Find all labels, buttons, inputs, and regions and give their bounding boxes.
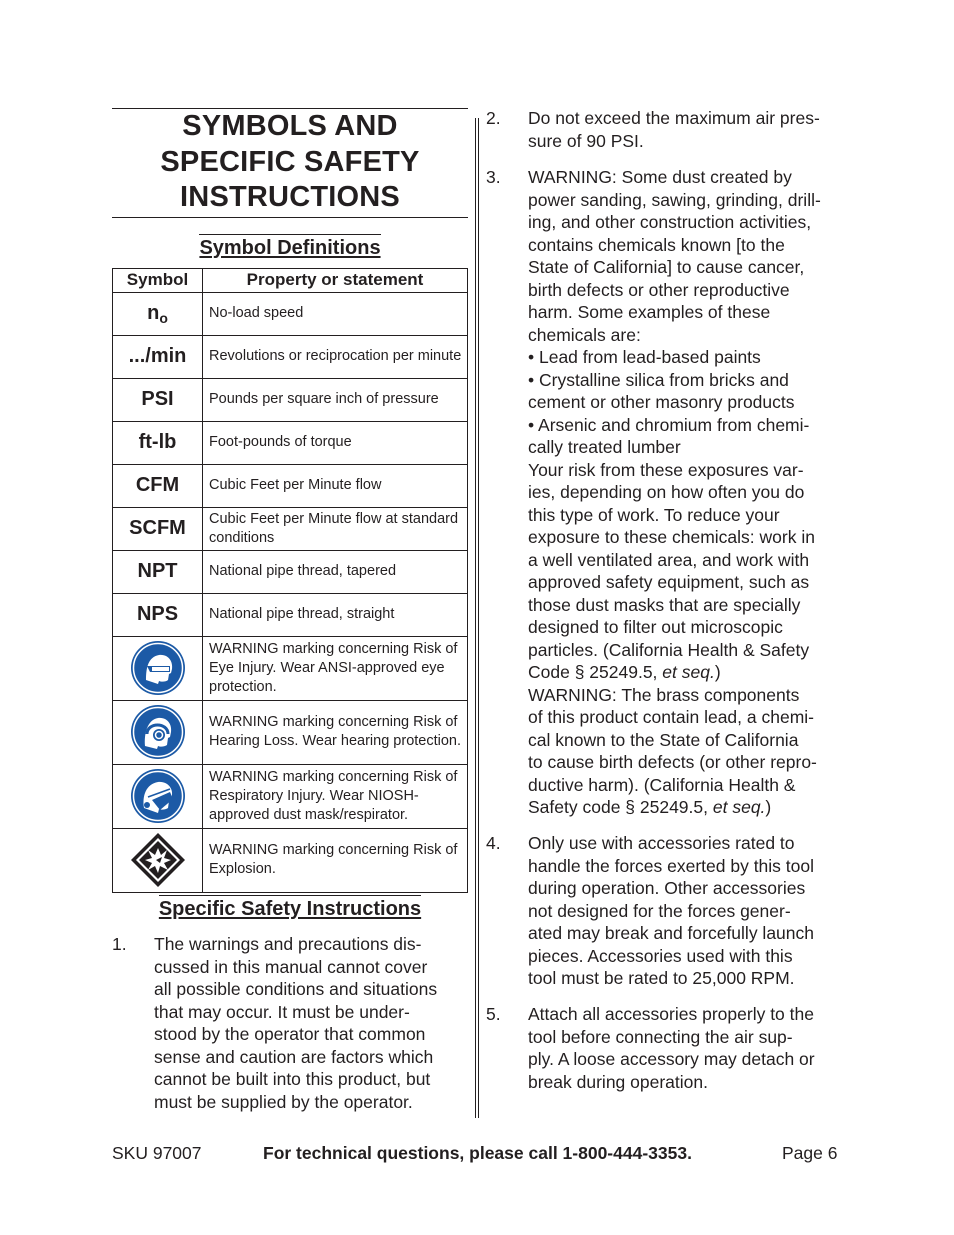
table-row: [113, 378, 468, 421]
description-cell: WARNING marking concerning Risk of Explosion.: [203, 828, 468, 892]
item-number: 2.: [486, 108, 501, 128]
symbol-cell: SCFM: [113, 507, 203, 550]
item-text: Only use with accessories rated to handle the forces exerted by this tool during operation. Other accessories not designed for the forces gener- ated may break and forcefully launch pieces. Accessories used with this tool must be rated to 25,000 RPM.: [528, 833, 815, 988]
symbol-cell: CFM: [113, 464, 203, 507]
symbol-cell: NPT: [113, 550, 203, 593]
page-number: Page 6: [782, 1143, 838, 1163]
table-row: [113, 507, 468, 550]
description-cell: Pounds per square inch of pressure: [203, 378, 468, 421]
eye-protection-icon: [130, 640, 186, 696]
hearing-protection-icon: [130, 704, 186, 760]
explosion-icon: [129, 831, 187, 889]
item-number: 5.: [486, 1004, 501, 1024]
symbol-table: [112, 268, 468, 893]
item-text: WARNING: Some dust created by power sanding, sawing, grinding, drill- ing, and other construction activities, contains chemicals known [to the State of California] to cause cancer, birth defects or other reproductive harm. Some examples of these chemicals are: • Lead from lead-based paints • Crystalline silica from bricks and cement or other masonry products • Arsenic and chromium from chemi- cally treated lumber Your risk from these exposures var- ies, depending on how often you do this type of work. To reduce your exposure to these chemicals: work in a well ventilated area, and work with approved safety equipment, such as those dust masks that are specially designed to filter out microscopic particles. (California Health & Safety Code § 25249.5, et seq.) WARNING: The brass components of this product contain lead, a chemi- cal known to the State of California to cause birth defects (or other repro- ductive harm). (California Health & Safety code § 25249.5, et seq.): [528, 167, 821, 817]
table-row: [113, 700, 468, 764]
item-number: 4.: [486, 833, 501, 853]
item-number: 3.: [486, 167, 501, 187]
column-divider: [478, 118, 479, 1118]
specific-safety-heading: Specific Safety Instructions: [112, 895, 468, 921]
table-row: [113, 335, 468, 378]
tech-support-line: For technical questions, please call 1-800-444-3353.: [263, 1143, 692, 1163]
title-line-3: INSTRUCTIONS: [180, 181, 400, 213]
description-cell: Revolutions or reciprocation per minute: [203, 335, 468, 378]
table-row: [113, 464, 468, 507]
item-number: 1.: [112, 934, 127, 954]
column-header-property: Property or statement: [203, 268, 468, 292]
title-line-2: SPECIFIC SAFETY: [160, 145, 420, 178]
item-text: Do not exceed the maximum air pres- sure of 90 PSI.: [528, 108, 820, 151]
table-row: [113, 828, 468, 892]
symbol-cell: ft-lb: [113, 421, 203, 464]
table-row: [113, 292, 468, 335]
title-line-1: SYMBOLS AND: [182, 110, 398, 142]
table-row: [113, 764, 468, 828]
respirator-icon: [130, 768, 186, 824]
symbol-cell: NPS: [113, 593, 203, 636]
item-text: Attach all accessories properly to the tool before connecting the air sup- ply. A loose accessory may detach or break during operation.: [528, 1004, 815, 1092]
symbol-cell: .../min: [113, 335, 203, 378]
table-row: [113, 593, 468, 636]
description-cell: National pipe thread, straight: [203, 593, 468, 636]
column-divider: [475, 118, 476, 1118]
description-cell: WARNING marking concerning Risk of Eye Injury. Wear ANSI-approved eye protection.: [203, 636, 468, 700]
table-row: [113, 550, 468, 593]
description-cell: Foot-pounds of torque: [203, 421, 468, 464]
left-column: [112, 108, 468, 893]
description-cell: WARNING marking concerning Risk of Respiratory Injury. Wear NIOSH-approved dust mask/respirator.: [203, 764, 468, 828]
description-cell: No-load speed: [203, 292, 468, 335]
item-text: The warnings and precautions dis- cussed in this manual cannot cover all possible conditions and situations that may occur. It must be under- stood by the operator that common sense and caution are factors which cannot be built into this product, but must be supplied by the operator.: [154, 934, 438, 1112]
symbol-cell: $n_o$: [113, 292, 203, 335]
sku-label: SKU 97007: [112, 1143, 202, 1163]
table-row: [113, 421, 468, 464]
description-cell: National pipe thread, tapered: [203, 550, 468, 593]
description-cell: Cubic Feet per Minute flow: [203, 464, 468, 507]
symbol-cell: PSI: [113, 378, 203, 421]
description-cell: Cubic Feet per Minute flow at standard conditions: [203, 507, 468, 550]
page-title: [112, 108, 468, 218]
description-cell: WARNING marking concerning Risk of Hearing Loss. Wear hearing protection.: [203, 700, 468, 764]
column-header-symbol: Symbol: [113, 268, 203, 292]
table-row: [113, 636, 468, 700]
symbol-definitions-heading: Symbol Definitions: [112, 234, 468, 260]
